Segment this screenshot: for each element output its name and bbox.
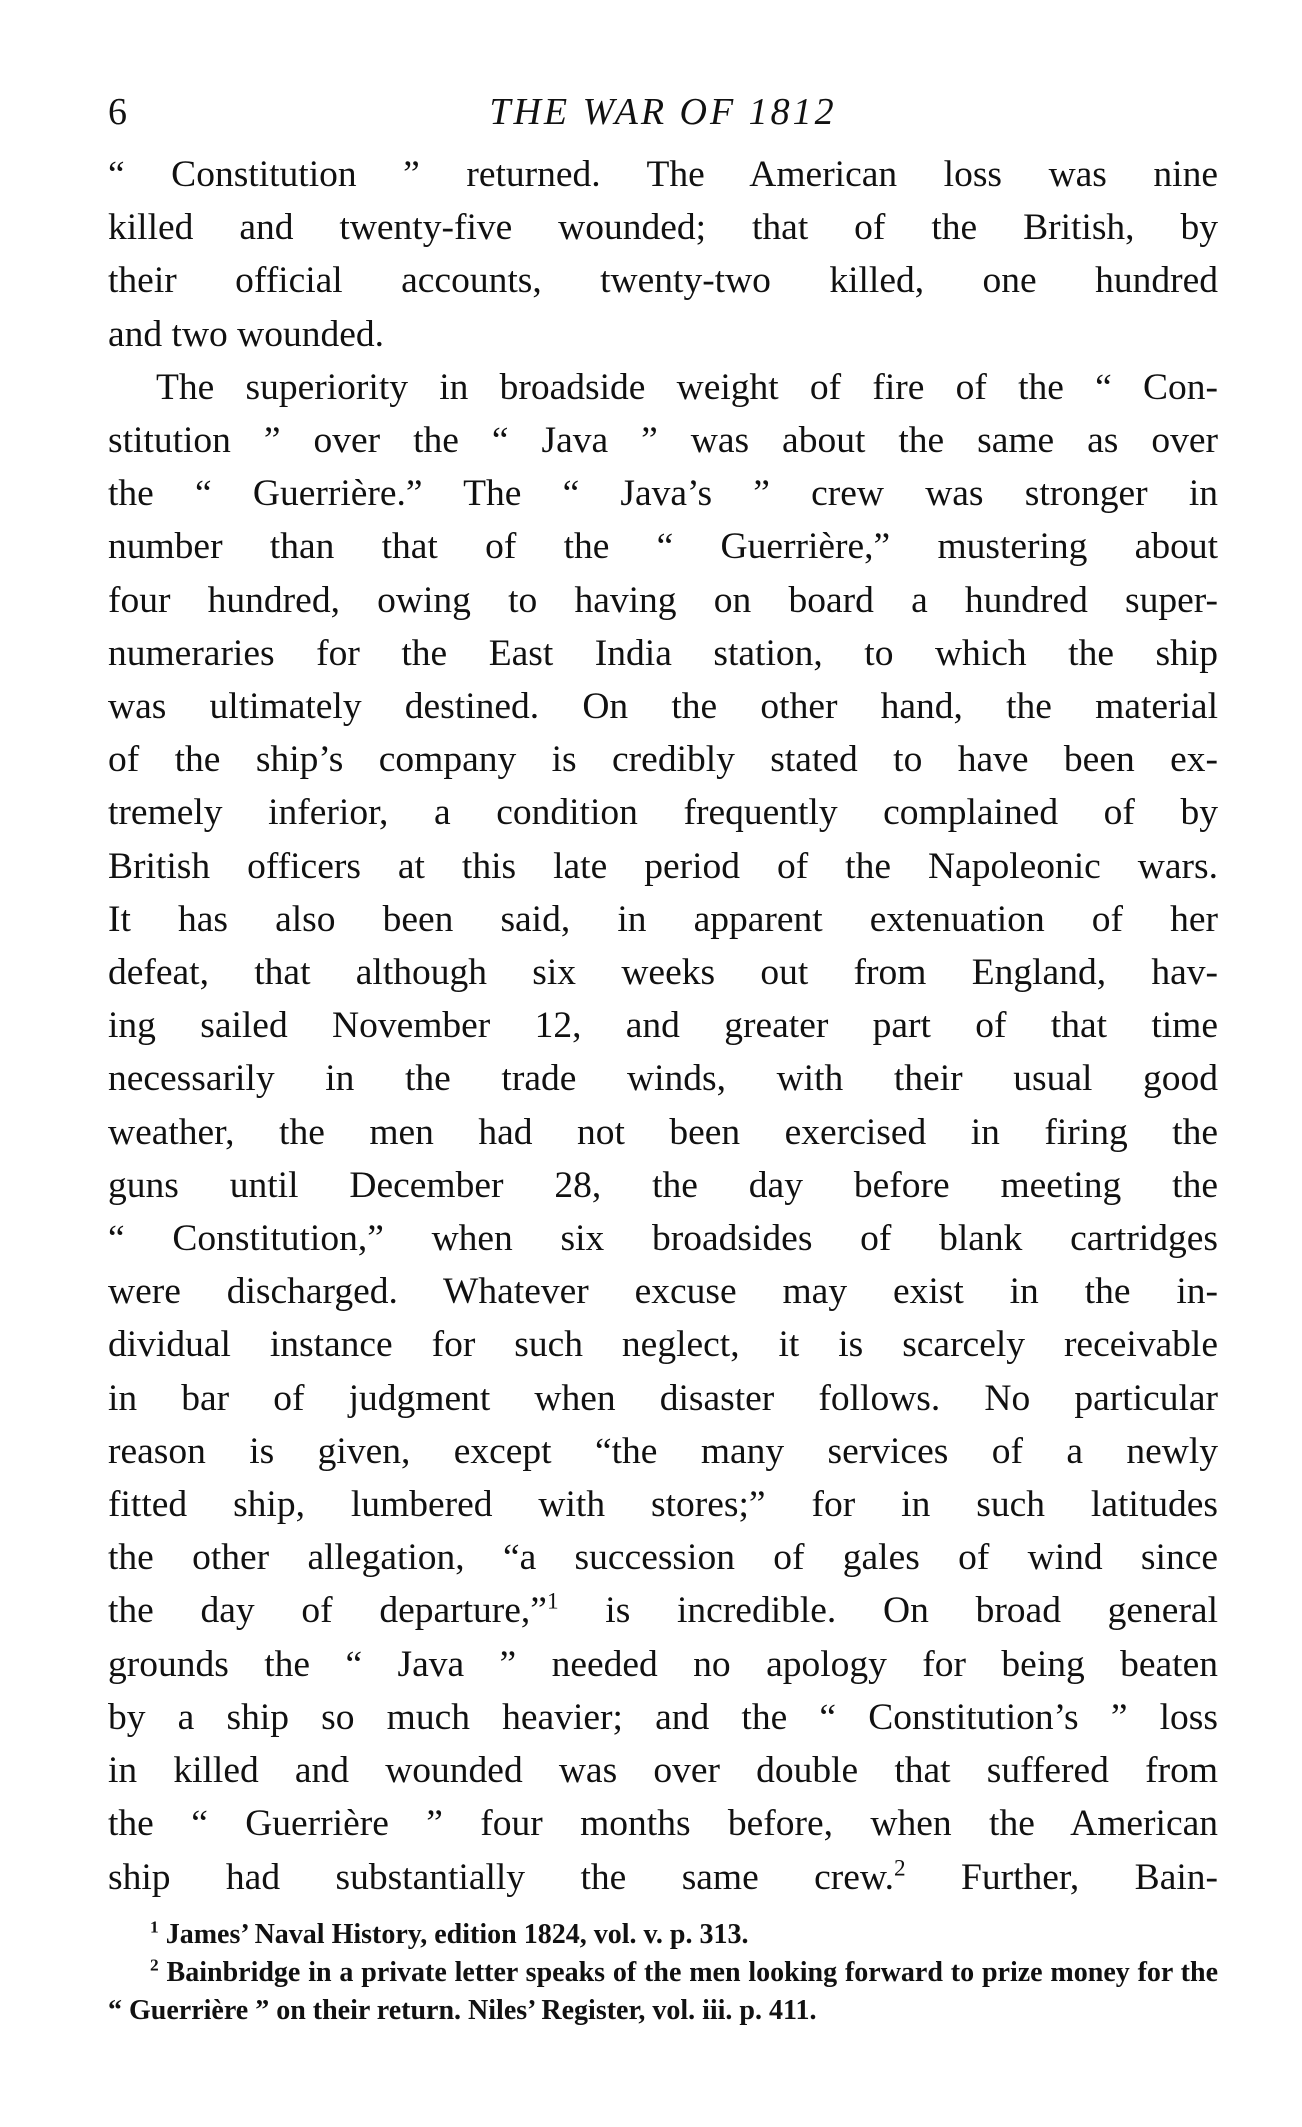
- text-line: numeraries for the East India station, to which the ship: [108, 632, 1218, 674]
- text-line: in bar of judgment when disaster follows. No particular: [108, 1377, 1218, 1419]
- running-title: THE WAR OF 1812: [489, 91, 837, 133]
- text-line: dividual instance for such neglect, it is scarcely receivable: [108, 1324, 1218, 1366]
- text-line-with-footnote: [108, 1584, 1218, 1637]
- text-line: tremely inferior, a condition frequently complained of by: [108, 792, 1218, 834]
- footnote-1: [108, 1916, 1218, 1954]
- text-line: fitted ship, lumbered with stores;” for in such latitudes: [108, 1484, 1218, 1526]
- footnote-text: James’ Naval History, edition 1824, vol. v. p. 313.: [165, 1918, 749, 1950]
- text-line: of the ship’s company is credibly stated to have been ex-: [108, 739, 1218, 781]
- footnote-text: Bainbridge in a private letter speaks of the men looking forward to prize money for the “ Guerrière ” on their return. Niles’ Register, vol. iii. p. 411.: [108, 1956, 1219, 2026]
- text-line: their official accounts, twenty-two killed, one hundred: [108, 260, 1218, 302]
- page-number: 6: [108, 91, 127, 133]
- text-line: by a ship so much heavier; and the “ Constitution’s ” loss: [108, 1696, 1218, 1738]
- text-line: weather, the men had not been exercised in firing the: [108, 1111, 1218, 1153]
- text-line: the other allegation, “a succession of gales of wind since: [108, 1537, 1218, 1579]
- main-text: [108, 148, 1218, 1904]
- text-line: the “ Guerrière ” four months before, when the American: [108, 1803, 1218, 1845]
- footnote-reference-1: 1: [546, 1588, 559, 1615]
- text-line: reason is given, except “the many services of a newly: [108, 1430, 1218, 1472]
- text-line: defeat, that although six weeks out from England, hav-: [108, 952, 1218, 994]
- text-line: necessarily in the trade winds, with their usual good: [108, 1058, 1218, 1100]
- text-line: grounds the “ Java ” needed no apology for being beaten: [108, 1643, 1218, 1685]
- text-line: “ Constitution,” when six broadsides of blank cartridges: [108, 1218, 1218, 1260]
- text-line-with-footnote: [108, 1851, 1218, 1904]
- text-fragment: Further, Bain-: [961, 1856, 1218, 1898]
- text-line: the “ Guerrière.” The “ Java’s ” crew was stronger in: [108, 473, 1218, 515]
- footnote-marker: 2: [150, 1955, 159, 1975]
- text-line: stitution ” over the “ Java ” was about the same as over: [108, 420, 1218, 462]
- footnote-2: [108, 1954, 1218, 2030]
- text-line: was ultimately destined. On the other hand, the material: [108, 686, 1218, 728]
- text-fragment: the day of departure,”: [108, 1590, 547, 1632]
- text-line: guns until December 28, the day before meeting the: [108, 1164, 1218, 1206]
- book-page: [108, 86, 1218, 2030]
- text-line: four hundred, owing to having on board a hundred super-: [108, 579, 1218, 621]
- text-line: were discharged. Whatever excuse may exist in the in-: [108, 1271, 1218, 1313]
- text-line: killed and twenty-five wounded; that of the British, by: [108, 207, 1218, 249]
- text-fragment: ship had substantially the same crew.: [108, 1856, 894, 1898]
- text-line: “ Constitution ” returned. The American loss was nine: [108, 154, 1218, 195]
- text-line: in killed and wounded was over double that suffered from: [108, 1750, 1218, 1792]
- text-line: number than that of the “ Guerrière,” mustering about: [108, 526, 1218, 568]
- text-line: and two wounded.: [108, 313, 384, 355]
- text-fragment: is incredible. On broad general: [605, 1590, 1218, 1632]
- text-line: ing sailed November 12, and greater part of that time: [108, 1005, 1218, 1047]
- text-line: British officers at this late period of the Napoleonic wars.: [108, 845, 1218, 887]
- text-line: The superiority in broadside weight of fire of the “ Con-: [156, 366, 1218, 408]
- footnote-marker: 1: [150, 1917, 159, 1937]
- footnote-reference-2: 2: [893, 1855, 906, 1881]
- text-line: It has also been said, in apparent extenuation of her: [108, 898, 1218, 940]
- page-header: [108, 86, 1218, 138]
- footnotes: [108, 1916, 1218, 2030]
